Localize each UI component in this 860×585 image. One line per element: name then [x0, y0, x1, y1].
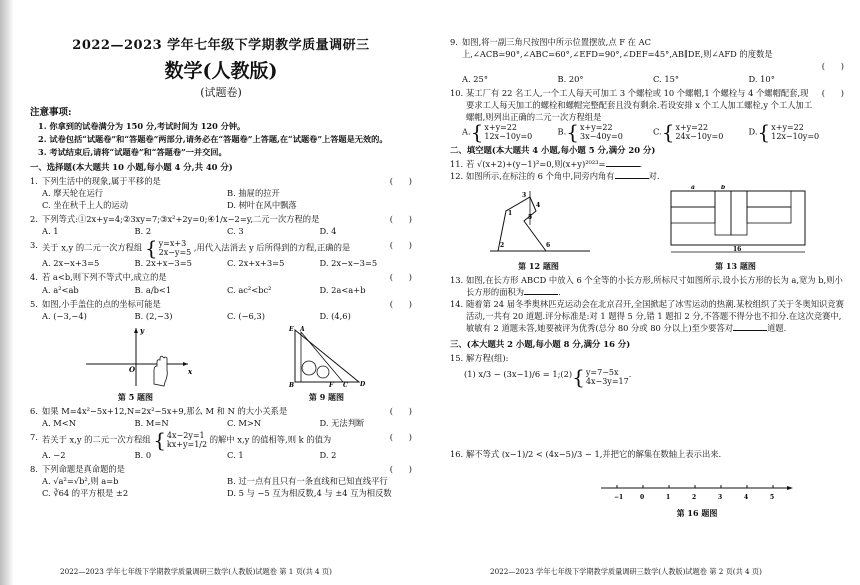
tick-label: 4	[744, 494, 749, 502]
option: D. 5 与 −5 互为相反数,4 与 ±4 互为相反数	[227, 488, 392, 499]
option: B. 过一点有且只有一条直线和已知直线平行	[227, 476, 388, 487]
svg-text:A: A	[299, 325, 305, 333]
svg-text:2: 2	[499, 241, 504, 249]
tick-label: 5	[770, 494, 775, 502]
equation-system: { y=7−5x 4x−3y=17	[572, 364, 629, 389]
tick-label: 1	[666, 494, 671, 502]
option: A. −2	[42, 450, 66, 461]
svg-text:16: 16	[732, 245, 741, 253]
option: B. 抽屉的拉开	[227, 188, 280, 199]
equation-system: { 4x−2y=1 kx+y=1/2	[153, 428, 208, 453]
option: A. 2x−x+3=5	[42, 258, 100, 269]
svg-text:6: 6	[545, 241, 550, 249]
answer-space	[450, 386, 844, 448]
svg-text:b: b	[720, 184, 725, 191]
question-3: 3. 关于 x,y 的二元一次方程组 { y=x+3 2x−y=5 ,用代入法消去 y 后所得到的方程,正确的是 ( )	[30, 236, 412, 261]
question-8: 8. 下列命题是真命题的是 ( )	[30, 464, 412, 475]
figure-12: 3 4 5 1 2 6 第 12 题图	[484, 185, 594, 272]
option: C. 3	[227, 226, 244, 237]
hand-icon	[154, 356, 167, 386]
option: D. 2x−x−3=5	[319, 258, 378, 269]
question-4-options	[42, 284, 412, 296]
question-6: 6. 如果 M=4x²−5x+12,N=2x²−5x+9,那么 M 和 N 的大小关系是 ( )	[30, 405, 412, 416]
option: C. { x+y=22 24x−10y=0	[653, 120, 724, 145]
question-15: 15. 解方程(组):	[450, 352, 509, 363]
option: D. 树叶在风中飘落	[227, 200, 297, 211]
option: D. 4	[319, 226, 337, 237]
tick-label: 2	[692, 494, 697, 502]
section-3-heading: 三、(本大题共 2 小题,每小题 8 分,满分 16 分)	[450, 338, 631, 349]
figure-5: y x O 第 5 题图	[76, 324, 196, 403]
option: A. 摩天轮在运行	[42, 188, 104, 199]
exam-title: 2022—2023 学年七年级下学期教学质量调研三	[72, 38, 370, 53]
svg-text:4: 4	[535, 201, 540, 209]
tick-label: 0	[640, 494, 645, 502]
svg-text:a: a	[690, 184, 695, 191]
section-2-heading: 二、填空题(本大题共 4 小题,每小题 5 分,满分 20 分)	[450, 145, 656, 156]
question-5-options	[42, 310, 412, 322]
option: A. 25°	[462, 73, 488, 84]
figure-9: E A B F C D 第 9 题图	[288, 325, 365, 402]
option: C. 坐在秋千上人的运动	[42, 200, 128, 211]
question-14: 14. 随着第 24 届冬季奥林匹克运动会在北京召开,全国掀起了冰雪运动的热潮.某校组织了关于冬奥知识竞赛活动,一共有 20 道题.评分标准是:对 1 题得 5 分,错 1 题扣 2 分,不答题不得分也不扣分.在这次竞赛中,敏敏有 2 道题未答,她要被评为优秀(总分 80 分或 80 分以上)至少要答对 道题.	[450, 299, 844, 334]
option: D. 无法判断	[319, 418, 365, 429]
option: C. 1	[227, 450, 244, 461]
answer-blank[interactable]	[524, 286, 558, 295]
option: A. (−3,−4)	[42, 310, 87, 321]
answer-blank[interactable]	[733, 322, 767, 331]
question-3-options	[42, 257, 412, 269]
option: D. 10°	[748, 73, 775, 84]
option: A. a²<ab	[42, 284, 79, 295]
page-footer: 2022—2023 学年七年级下学期教学质量调研三数学(人教版)试题卷 第 2 页(共 4 页)	[490, 567, 762, 576]
question-9: 9. 如图,将一副三角尺按图中所示位置摆放,点 F 在 AC 上,∠ACB=90°,∠ABC=60°,∠EFD=90°,∠DEF=45°,AB∥DE,则∠AFD 的度数是	[450, 37, 773, 60]
option: A. M<N	[42, 418, 76, 429]
right-page: 9. 如图,将一副三角尺按图中所示位置摆放,点 F 在 AC 上,∠ACB=90°,∠ABC=60°,∠EFD=90°,∠DEF=45°,AB∥DE,则∠AFD 的度数是 ( ) A. 25° B. 20° C. 15° D. 10° 10. 某工厂有 22 名工人,一个工人每天可加工 3 个螺栓或 10 个螺帽,1 个螺栓与 4 个螺帽配套,现要求工人每天加工的螺栓和螺帽完整配套且没有剩余.若设安排 x 个工人加工螺栓,y 个工人加工螺帽,则列出正确的二元一次方程组是 ( ) A. { x+y=22 12x−10y=0 B. { x+y=22 3x−40y=0 C. { x+y=22 24x−10y=0 D. { x+y=22 12x−10y=0 二、填空题(本大题共 4 小题,每小题 5 分,满分 20 分) 11. 若 √(x+2)+(y−1)²=0,则(x+y)²⁰²³= . 12. 如图所示,在标注的 6 个角中,同旁内角有 对. 3 4 5 1 2 6 第 12 题图 16 a b 第 13 题图 13. 如图,在长方形 ABCD 中放入 6 个全等的小长方形,所标尺寸如图所示,设小长方形的长为 a,宽为 b,则小长方形的面积为 . 14. 随着第 24 届冬季奥林匹克运动会在北京召开,全国掀起了冰雪运动的热潮.某校组织了关于冬奥知识竞赛活动,一共有 20 道题.评分标准是:对 1 题得 5 分,错 1 题扣 2 分,不答题不得分也不扣分.在这次竞赛中,敏敏有 2 道题未答,她要被评为优秀(总分 80 分或 80 分以上)至少要答对 道题. 三、(本大题共 2 小题,每小题 8 分,满分 16 分) 15. 解方程(组): (1) x/3 − (3x−1)/6 = 1;(2) { y=7−5x 4x−3y=17 . 16. 解不等式 (x−1)/2 < (4x−5)/3 − 1,并把它的解集在数轴上表示出来. −1 0 1 2 3 4 5 第 16 题图 2022—2023 学年七年级下学期教学质量调研三数学(人教版)试题卷 第 2 页(共 4 页)	[450, 37, 844, 576]
page-footer: 2022—2023 学年七年级下学期教学质量调研三数学(人教版)试题卷 第 1 页(共 4 页)	[60, 567, 332, 576]
answer-blank[interactable]	[606, 158, 640, 167]
question-1: 1. 下列生活中的现象,属于平移的是 ( )	[30, 176, 412, 186]
question-11: 11. 若 √(x+2)+(y−1)²=0,则(x+y)²⁰²³= .	[450, 159, 643, 170]
svg-text:E: E	[288, 325, 294, 333]
rectangle-tiling-figure	[661, 185, 811, 259]
question-2-options	[42, 225, 412, 237]
figures-5-9	[30, 324, 412, 403]
option: A. √a²=√b²,则 a=b	[42, 476, 119, 487]
coordinate-plane-hand-figure	[76, 324, 196, 390]
svg-text:D: D	[359, 380, 365, 388]
note-2: 2. 试卷包括“试题卷”和“答题卷”两部分,请务必在“答题卷”上答题,在“试题卷”上答题是无效的。	[38, 134, 388, 144]
subject-title: 数学(人教版)	[164, 60, 278, 82]
option: B. 0	[134, 450, 152, 461]
option: B. 20°	[557, 73, 584, 84]
question-6-options	[42, 417, 412, 429]
option: C. ac²<bc²	[227, 284, 272, 295]
option: B. (2,−3)	[134, 310, 173, 321]
question-10: 10. 某工厂有 22 名工人,一个工人每天可加工 3 个螺栓或 10 个螺帽,1 个螺栓与 4 个螺帽配套,现要求工人每天加工的螺栓和螺帽完整配套且没有剩余.若设安排 x 个工人加工螺栓,y 个工人加工螺帽,则列出正确的二元一次方程组是 ( )	[450, 87, 844, 123]
note-1: 1. 你拿到的试卷满分为 150 分,考试时间为 120 分钟。	[38, 121, 246, 131]
question-12: 12. 如图所示,在标注的 6 个角中,同旁内角有 对.	[450, 171, 660, 182]
option: D. 2	[319, 450, 337, 461]
answer-blank[interactable]	[615, 170, 649, 179]
svg-text:3: 3	[521, 191, 526, 199]
question-4: 4. 若 a<b,则下列不等式中,成立的是 ( )	[30, 272, 412, 283]
svg-text:O: O	[128, 364, 135, 374]
question-2: 2. 下列等式:①2x+y=4;②3xy=7;③x²+2y=0;④1/x−2=y,二元一次方程的是 ( )	[30, 214, 412, 225]
option: D. (4,6)	[319, 310, 351, 321]
question-7-options	[42, 449, 412, 461]
question-10-options	[462, 120, 844, 145]
question-15-equations: (1) x/3 − (3x−1)/6 = 1;(2) { y=7−5x 4x−3y=17 .	[464, 364, 632, 389]
question-7: 7. 若关于 x,y 的二元一次方程组 { 4x−2y=1 kx+y=1/2 的解中 x,y 的值相等,则 k 的值为 ( )	[30, 428, 412, 453]
option: C. 2x+x+3=5	[227, 258, 285, 269]
svg-text:y: y	[139, 325, 144, 335]
question-9-options	[462, 73, 844, 85]
note-3: 3. 考试结束后,请将“试题卷”和“答题卷”一并交回。	[38, 147, 227, 157]
svg-text:F: F	[328, 381, 333, 389]
question-8-options	[42, 475, 412, 499]
equation-system: { y=x+3 2x−y=5	[144, 236, 192, 261]
option: B. 2	[134, 226, 152, 237]
svg-text:B: B	[288, 381, 294, 389]
notes-title: 注意事项:	[30, 107, 72, 118]
svg-text:x: x	[187, 366, 192, 376]
option: B. 2x+x−3=5	[134, 258, 192, 269]
number-line-figure	[597, 476, 797, 506]
option: B. M=N	[134, 418, 169, 429]
option: A. 1	[42, 226, 59, 237]
option: C. (−6,3)	[227, 310, 265, 321]
option: C. M>N	[227, 418, 262, 429]
option: D. { x+y=22 12x−10y=0	[748, 120, 820, 145]
option: C. 15°	[653, 73, 680, 84]
question-5: 5. 如图,小手盖住的点的坐标可能是 ( )	[30, 298, 412, 309]
page-edge-shadow	[0, 0, 14, 585]
figures-12-13	[450, 185, 844, 272]
question-1-options	[42, 187, 412, 211]
parallel-lines-angles-figure	[484, 185, 594, 259]
tick-label: 3	[718, 494, 723, 502]
option: B. a/b<1	[134, 284, 172, 295]
tick-label: −1	[614, 494, 624, 502]
svg-text:1: 1	[507, 209, 512, 217]
number-line-ticks	[614, 485, 774, 501]
section-1-heading: 一、选择题(本大题共 10 小题,每小题 4 分,共 40 分)	[30, 162, 233, 172]
triangle-rulers-figure	[287, 324, 367, 390]
svg-text:5: 5	[527, 213, 532, 221]
svg-text:C: C	[342, 381, 348, 389]
option: C. ∛64 的平方根是 ±2	[42, 488, 129, 499]
question-16: 16. 解不等式 (x−1)/2 < (4x−5)/3 − 1,并把它的解集在数轴上表示出来.	[450, 448, 722, 459]
option: A. { x+y=22 12x−10y=0	[462, 120, 533, 145]
figure-16: −1 0 1 2 3 4 5 第 16 题图	[550, 476, 844, 519]
option: B. { x+y=22 3x−40y=0	[557, 120, 623, 145]
option: D. 2a<a+b	[319, 284, 366, 295]
paper-type: (试题卷)	[200, 86, 242, 99]
question-13: 13. 如图,在长方形 ABCD 中放入 6 个全等的小长方形,所标尺寸如图所示,设小长方形的长为 a,宽为 b,则小长方形的面积为 .	[450, 274, 843, 297]
figure-13: 16 a b 第 13 题图	[661, 185, 811, 272]
